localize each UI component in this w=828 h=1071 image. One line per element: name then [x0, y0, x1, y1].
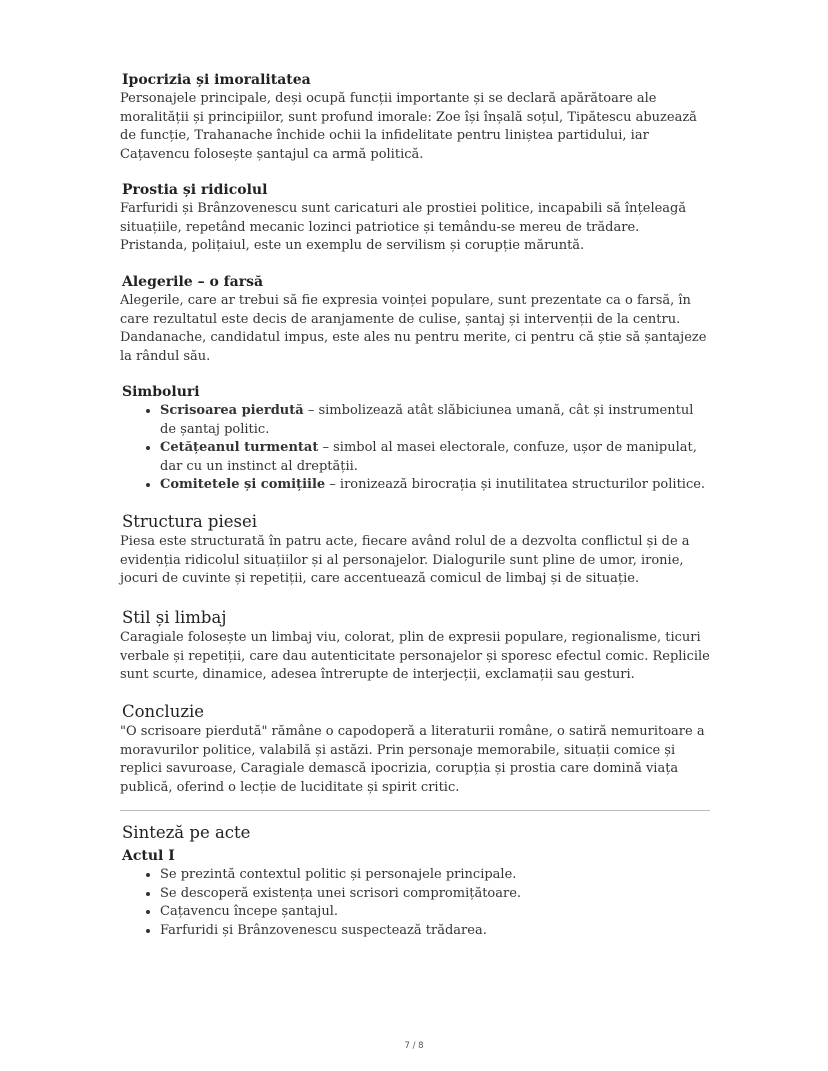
act-list: [120, 866, 710, 940]
section-concluzie: [120, 702, 710, 797]
list-item: • Se descoperă existența unei scrisori compromițătoare.: [160, 885, 710, 904]
section-paragraph: Alegerile, care ar trebui să fie expresia voinței populare, sunt prezentate ca o farsă, în care rezultatul este decis de aranjamente de culise, șantaj și intervenții de la centru. Dandanache, candidatul impus, este ales nu pentru merite, ci pentru că știe să șantajeze la rândul său.: [120, 293, 707, 364]
list-item: • Farfuridi și Brânzovenescu suspectează trădarea.: [160, 922, 710, 941]
list-item: • Se prezintă contextul politic și personajele principale.: [160, 866, 710, 885]
section-simboluri: [120, 384, 710, 495]
section-alegerile: [120, 274, 710, 366]
section-stil: [120, 608, 710, 685]
section-title: Ipocrizia și imoralitatea: [122, 72, 311, 88]
page-indicator: 7 / 8: [404, 1041, 424, 1051]
section-heading: Stil și limbaj: [122, 608, 227, 627]
list-item: • Comitetele și comițiile – ironizează birocrația și inutilitatea structurilor politice.: [160, 476, 710, 495]
section-paragraph: Piesa este structurată în patru acte, fiecare având rolul de a dezvolta conflictul și de a evidenția ridicolul situațiilor și al personajelor. Dialogurile sunt pline de umor, ironie, jocuri de cuvinte și repetiții, care accentuează comicul de limbaj și de situație.: [120, 534, 690, 586]
list-item: • Scrisoarea pierdută – simbolizează atât slăbiciunea umană, cât și instrumentul de șantaj politic.: [160, 402, 710, 439]
section-title: Alegerile – o farsă: [122, 274, 264, 290]
act-title: Actul I: [122, 848, 175, 864]
section-ipocrizia: [120, 72, 710, 164]
section-prostia: [120, 182, 710, 256]
section-title: Simboluri: [122, 384, 200, 400]
section-sinteza: [120, 823, 710, 940]
section-divider: [120, 810, 710, 811]
section-title: Prostia și ridicolul: [122, 182, 268, 198]
section-heading: Sinteză pe acte: [122, 823, 251, 842]
section-structura: [120, 512, 710, 589]
section-paragraph: Farfuridi și Brânzovenescu sunt caricaturi ale prostiei politice, incapabili să înțeleagă situațiile, repetând mecanic lozinci patriotice și temându-se mereu de trădare. Pristanda, polițaiul, este un exemplu de servilism și corupție măruntă.: [120, 201, 687, 253]
section-paragraph: Personajele principale, deși ocupă funcții importante și se declară apărătoare ale moralității și principiilor, sunt profund imorale: Zoe își înșală soțul, Tipătescu abuzează de funcție, Trahanache închide ochii la infidelitate pentru liniștea partidului, iar Cațavencu folosește șantajul ca armă politică.: [120, 91, 697, 162]
symbol-list: [120, 402, 710, 495]
section-paragraph: "O scrisoare pierdută" rămâne o capodoperă a literaturii române, o satiră nemuritoare a moravurilor politice, valabilă și astăzi. Prin personaje memorabile, situații comice și replici savuroase, Caragiale demască ipocrizia, corupția și prostia care domină viața publică, oferind o lecție de luciditate și spirit critic.: [120, 724, 705, 795]
section-heading: Structura piesei: [122, 512, 258, 531]
section-heading: Concluzie: [122, 702, 205, 721]
list-item: • Cațavencu începe șantajul.: [160, 903, 710, 922]
list-item: • Cetățeanul turmentat – simbol al masei electorale, confuze, ușor de manipulat, dar cu un instinct al dreptății.: [160, 439, 710, 476]
section-paragraph: Caragiale folosește un limbaj viu, colorat, plin de expresii populare, regionalisme, ticuri verbale și repetiții, care dau autenticitate personajelor și sporesc efectul comic. Replicile sunt scurte, dinamice, adesea întrerupte de interjecții, exclamații sau gesturi.: [120, 630, 710, 682]
